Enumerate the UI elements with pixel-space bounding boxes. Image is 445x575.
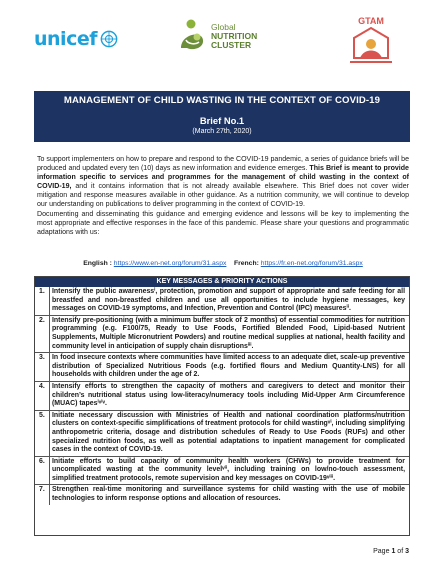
title-banner (34, 91, 410, 142)
page-footer (373, 548, 409, 555)
gnc-line-global: Global (211, 21, 236, 32)
key-message-row (35, 410, 409, 456)
french-link[interactable]: https://fr.en-net.org/forum/31.aspx (260, 260, 363, 267)
unicef-globe-icon (100, 30, 118, 48)
key-message-row (35, 484, 409, 504)
key-message-number: 6. (39, 457, 45, 465)
english-link[interactable]: https://www.en-net.org/forum/31.aspx (113, 260, 227, 267)
key-message-row (35, 456, 409, 485)
key-message-row (35, 381, 409, 410)
key-message-text: Intensify efforts to strengthen the capacity of mothers and caregivers to detect and monitor their children’s nutritional status using low-literacy/numeracy tools including Mid-Upper Arm Circumference (MUAC) tapesⁱᵛⁱᵛ. (49, 382, 409, 410)
key-messages-list (35, 287, 409, 505)
key-message-text: Initiate necessary discussion with Ministries of Health and national coordination platforms/nutrition clusters on context-specific simplifications of treatment protocols for child wastingᵛⁱ, including simplifying anthropometric criteria, dosage and distribution schedules of Ready to Use Foods (RUFs) and other specialized nutrition foods, as well as potential adaptations to inpatient management for complicated cases in the context of COVID-19. (49, 411, 409, 456)
page-label: Page (373, 548, 390, 555)
key-message-text: In food insecure contexts where communities have limited access to an adequate diet, scale-up preventive distribution of Specialized Nutritious Foods (e.g. fortified flours and Medium Quantity-LNS) for all households with children under the age of 2. (49, 353, 409, 381)
key-messages-header: KEY MESSAGES & PRIORITY ACTIONS (35, 277, 409, 287)
unicef-wordmark: unicef (34, 28, 97, 50)
gnc-wordmark (211, 23, 257, 50)
key-message-number: 5. (39, 411, 45, 419)
gtam-logo (340, 14, 402, 66)
unicef-logo (34, 28, 118, 50)
intro-text-c: and it contains information that is not already available elsewhere. This Brief does not cover wider mitigation and response measures available in other guidance. As a nutrition community, we will continue to develop our understanding on publications to deliver programming in the context of COVID-19. (37, 183, 409, 209)
document-title: MANAGEMENT OF CHILD WASTING IN THE CONTEXT OF COVID-19 (63, 95, 381, 106)
key-message-row (35, 287, 409, 315)
french-label: French: (233, 260, 259, 267)
key-message-number: 2. (39, 316, 45, 324)
page-of: of (397, 548, 404, 555)
share-paragraph: Documenting and disseminating this guidance and emerging evidence and lessons will be key to implementing the most appropriate and effective responses in the face of this pandemic. Please share your questions and programmatic adaptations with us: (37, 211, 409, 237)
key-message-text: Initiate efforts to build capacity of community health workers (CHWs) to provide treatment for uncomplicated wasting at the community levelᵛⁱⁱ, including training on low/no-touch assessment, simplified treatment protocols, remote supervision and key messages on COVID-19ᵛⁱⁱⁱ. (49, 457, 409, 485)
key-message-text: Intensify pre-positioning (with a minimum buffer stock of 2 months) of essential commodities for nutrition programming (e.g. F100/75, Ready to Use Foods, Fortified Blended Food, Lipid-based Nutrient Supplements, Multiple Micronutrient Powders) and routine medical supplies at national, health facility and community level in anticipation of supply chain disruptionsⁱⁱⁱ. (49, 316, 409, 352)
key-message-number: 3. (39, 354, 45, 362)
gnc-logo (178, 18, 257, 54)
brief-date: (March 27th, 2020) (192, 128, 252, 135)
key-message-number: 7. (39, 486, 45, 494)
key-message-text: Intensify the public awarenessⁱ, protection, promotion and support of appropriate and safe feeding for all breastfed and non-breastfed children and use all opportunities to include hygiene messages, key messages on COVID-19 symptoms, and Infection, Prevention and Control (IPC) measuresⁱⁱ. (49, 287, 409, 315)
gtam-wordmark: GTAM (358, 16, 384, 26)
brief-number: Brief No.1 (199, 115, 245, 126)
key-message-text: Strengthen real-time monitoring and surveillance systems for child wasting with the use of mobile technologies to inform response options and allocation of resources. (49, 485, 409, 504)
logo-bar (0, 0, 445, 82)
mother-child-icon (178, 18, 208, 54)
gnc-line-cluster: CLUSTER (211, 39, 252, 50)
key-message-row (35, 315, 409, 352)
intro-paragraph (37, 155, 409, 210)
key-messages-box (34, 276, 410, 536)
english-label: English : (83, 260, 112, 267)
page-current: 1 (391, 548, 396, 555)
page-total: 3 (405, 548, 409, 555)
key-message-number: 1. (39, 288, 45, 295)
intro-text-a: To support implementers on how to prepare and respond to the COVID-19 pandemic, a series of guidance briefs will be produced and updated every ten (10) days as new information and evidence emerges. (37, 156, 409, 173)
key-message-number: 4. (39, 382, 45, 390)
key-message-row (35, 352, 409, 381)
intro-text-bold: This Brief is meant to provide information specific to services and programmes for the management of child wasting in the context of COVID-19, (37, 165, 409, 191)
forum-links (37, 260, 409, 267)
gnc-line-nutrition: NUTRITION (211, 30, 258, 41)
